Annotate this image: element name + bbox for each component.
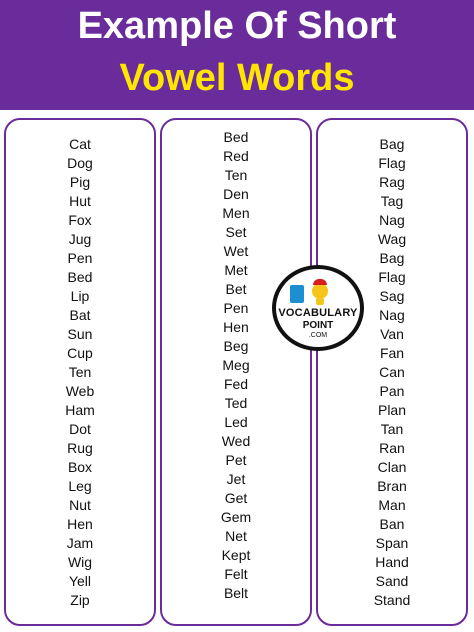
word-item: Red bbox=[223, 148, 249, 164]
word-item: Box bbox=[67, 459, 93, 475]
word-item: Hen bbox=[67, 516, 93, 532]
word-item: Yell bbox=[68, 573, 92, 589]
word-item: Den bbox=[223, 186, 249, 202]
word-item: Fed bbox=[223, 376, 249, 392]
word-item: Ted bbox=[224, 395, 248, 411]
word-item: Sag bbox=[379, 288, 405, 304]
word-item: Dot bbox=[69, 421, 91, 437]
word-item: Nut bbox=[69, 497, 91, 513]
word-item: Stand bbox=[373, 592, 411, 608]
word-item: Pen bbox=[223, 300, 249, 316]
word-item: Fox bbox=[68, 212, 92, 228]
word-item: Ten bbox=[224, 167, 248, 183]
word-item: Hand bbox=[375, 554, 409, 570]
word-item: Bag bbox=[379, 250, 405, 266]
word-item: Pen bbox=[67, 250, 93, 266]
word-item: Ban bbox=[379, 516, 405, 532]
word-item: Met bbox=[224, 262, 248, 278]
word-list-3 bbox=[318, 135, 466, 610]
word-item: Man bbox=[378, 497, 406, 513]
word-item: Span bbox=[375, 535, 409, 551]
logo-text-com: .COM bbox=[308, 332, 328, 339]
word-item: Clan bbox=[377, 459, 407, 475]
page-subtitle: Vowel Words bbox=[119, 57, 355, 99]
word-item: Ran bbox=[379, 440, 405, 456]
logo-text-vocabulary: VOCABULARY bbox=[278, 307, 358, 319]
word-column-3 bbox=[316, 118, 468, 626]
word-item: Nag bbox=[379, 307, 405, 323]
word-item: Kept bbox=[221, 547, 251, 563]
word-item: Rag bbox=[379, 174, 405, 190]
word-item: Men bbox=[222, 205, 250, 221]
word-item: Ham bbox=[65, 402, 95, 418]
word-item: Cup bbox=[67, 345, 93, 361]
word-column-1 bbox=[4, 118, 156, 626]
word-item: Gem bbox=[220, 509, 252, 525]
word-item: Zip bbox=[70, 592, 90, 608]
word-item: Van bbox=[380, 326, 404, 342]
word-item: Hut bbox=[69, 193, 91, 209]
logo-text-point: POINT bbox=[302, 320, 334, 331]
word-item: Wig bbox=[67, 554, 93, 570]
word-item: Bat bbox=[69, 307, 91, 323]
word-item: Get bbox=[224, 490, 248, 506]
word-item: Web bbox=[65, 383, 95, 399]
word-item: Nag bbox=[379, 212, 405, 228]
word-item: Wed bbox=[221, 433, 251, 449]
word-item: Ten bbox=[68, 364, 92, 380]
word-item: Wag bbox=[377, 231, 407, 247]
word-item: Rug bbox=[67, 440, 93, 456]
word-item: Wet bbox=[223, 243, 249, 259]
word-item: Jet bbox=[226, 471, 246, 487]
word-item: Felt bbox=[224, 566, 248, 582]
page-title: Example Of Short bbox=[77, 5, 397, 47]
word-item: Hen bbox=[223, 319, 249, 335]
word-list-1 bbox=[6, 135, 154, 610]
word-item: Can bbox=[379, 364, 405, 380]
word-column-2 bbox=[160, 118, 312, 626]
word-item: Pet bbox=[225, 452, 247, 468]
word-item: Sun bbox=[67, 326, 93, 342]
mascot-icon bbox=[310, 277, 330, 305]
word-list-2 bbox=[162, 128, 310, 603]
word-item: Bed bbox=[223, 129, 249, 145]
word-item: Lip bbox=[70, 288, 90, 304]
word-item: Cat bbox=[69, 136, 91, 152]
mascot-body bbox=[316, 298, 324, 305]
word-item: Bag bbox=[379, 136, 405, 152]
word-item: Sand bbox=[375, 573, 409, 589]
word-item: Tag bbox=[380, 193, 404, 209]
word-item: Meg bbox=[222, 357, 250, 373]
word-item: Dog bbox=[67, 155, 93, 171]
word-item: Bran bbox=[377, 478, 407, 494]
word-item: Set bbox=[225, 224, 247, 240]
word-item: Bed bbox=[67, 269, 93, 285]
word-item: Leg bbox=[68, 478, 92, 494]
word-item: Beg bbox=[223, 338, 249, 354]
word-item: Bet bbox=[225, 281, 247, 297]
word-item: Flag bbox=[378, 155, 406, 171]
word-item: Led bbox=[224, 414, 248, 430]
word-item: Jug bbox=[68, 231, 92, 247]
vocabulary-point-logo bbox=[268, 265, 368, 351]
title-banner bbox=[0, 0, 474, 110]
word-item: Tan bbox=[380, 421, 404, 437]
mascot-head bbox=[312, 283, 328, 299]
word-item: Plan bbox=[377, 402, 407, 418]
word-item: Jam bbox=[66, 535, 94, 551]
mascot-cap bbox=[313, 279, 327, 285]
word-item: Fan bbox=[379, 345, 405, 361]
word-item: Flag bbox=[378, 269, 406, 285]
book-icon bbox=[290, 285, 304, 303]
word-item: Net bbox=[225, 528, 247, 544]
word-item: Pig bbox=[69, 174, 91, 190]
word-item: Belt bbox=[223, 585, 249, 601]
word-item: Pan bbox=[379, 383, 405, 399]
